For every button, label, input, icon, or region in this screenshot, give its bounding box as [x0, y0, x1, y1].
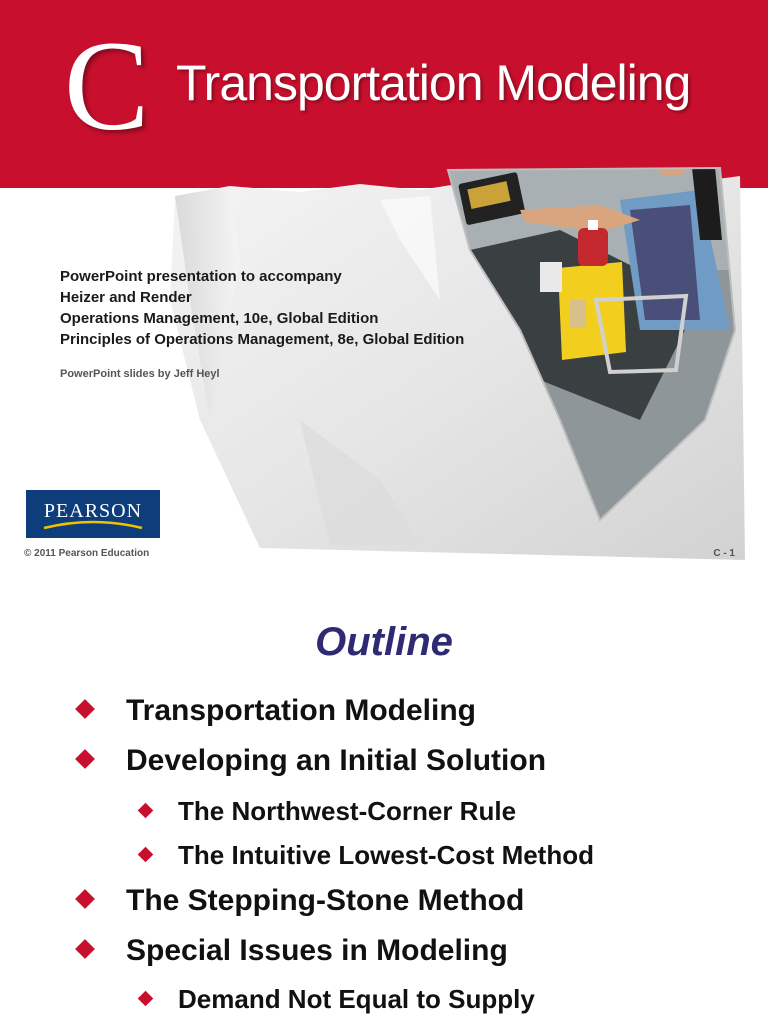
- list-item: [78, 694, 476, 728]
- bullet-text: Transportation Modeling: [126, 694, 476, 727]
- bullet-text: Demand Not Equal to Supply: [178, 984, 535, 1014]
- list-item: [140, 840, 594, 871]
- slide-title: Transportation Modeling: [176, 55, 691, 111]
- subtitle-line: PowerPoint presentation to accompany: [60, 268, 342, 285]
- diamond-bullet-icon: [138, 847, 154, 863]
- list-item: [78, 744, 546, 778]
- list-item: [140, 796, 516, 827]
- subtitle-line: Operations Management, 10e, Global Edition: [60, 310, 379, 327]
- bullet-text: The Northwest-Corner Rule: [178, 796, 517, 826]
- copyright: © 2011 Pearson Education: [24, 548, 150, 559]
- bullet-text: Developing an Initial Solution: [126, 744, 547, 777]
- outline-title: Outline: [315, 620, 453, 664]
- diamond-bullet-icon: [75, 749, 95, 769]
- subtitle-line: Principles of Operations Management, 8e, Global Edition: [60, 331, 465, 348]
- bullet-text: The Stepping-Stone Method: [126, 884, 525, 917]
- bullet-text: The Intuitive Lowest-Cost Method: [178, 840, 594, 870]
- list-item: [140, 984, 535, 1015]
- subtitle-block: [60, 266, 464, 350]
- diamond-bullet-icon: [75, 699, 95, 719]
- outline-slide: [0, 576, 768, 1024]
- subtitle-line: Heizer and Render: [60, 289, 192, 306]
- chapter-letter: C: [64, 15, 150, 157]
- logo-swoosh-icon: [42, 520, 144, 530]
- list-item: [78, 884, 524, 918]
- list-item: [78, 934, 508, 968]
- diamond-bullet-icon: [138, 803, 154, 819]
- bullet-text: Special Issues in Modeling: [126, 934, 508, 967]
- diamond-bullet-icon: [138, 991, 154, 1007]
- slide-number: C - 1: [713, 548, 735, 559]
- diamond-bullet-icon: [75, 889, 95, 909]
- diamond-bullet-icon: [75, 939, 95, 959]
- pearson-logo: [26, 490, 160, 538]
- logo-text: PEARSON: [43, 500, 143, 522]
- slide-credits: PowerPoint slides by Jeff Heyl: [60, 368, 220, 380]
